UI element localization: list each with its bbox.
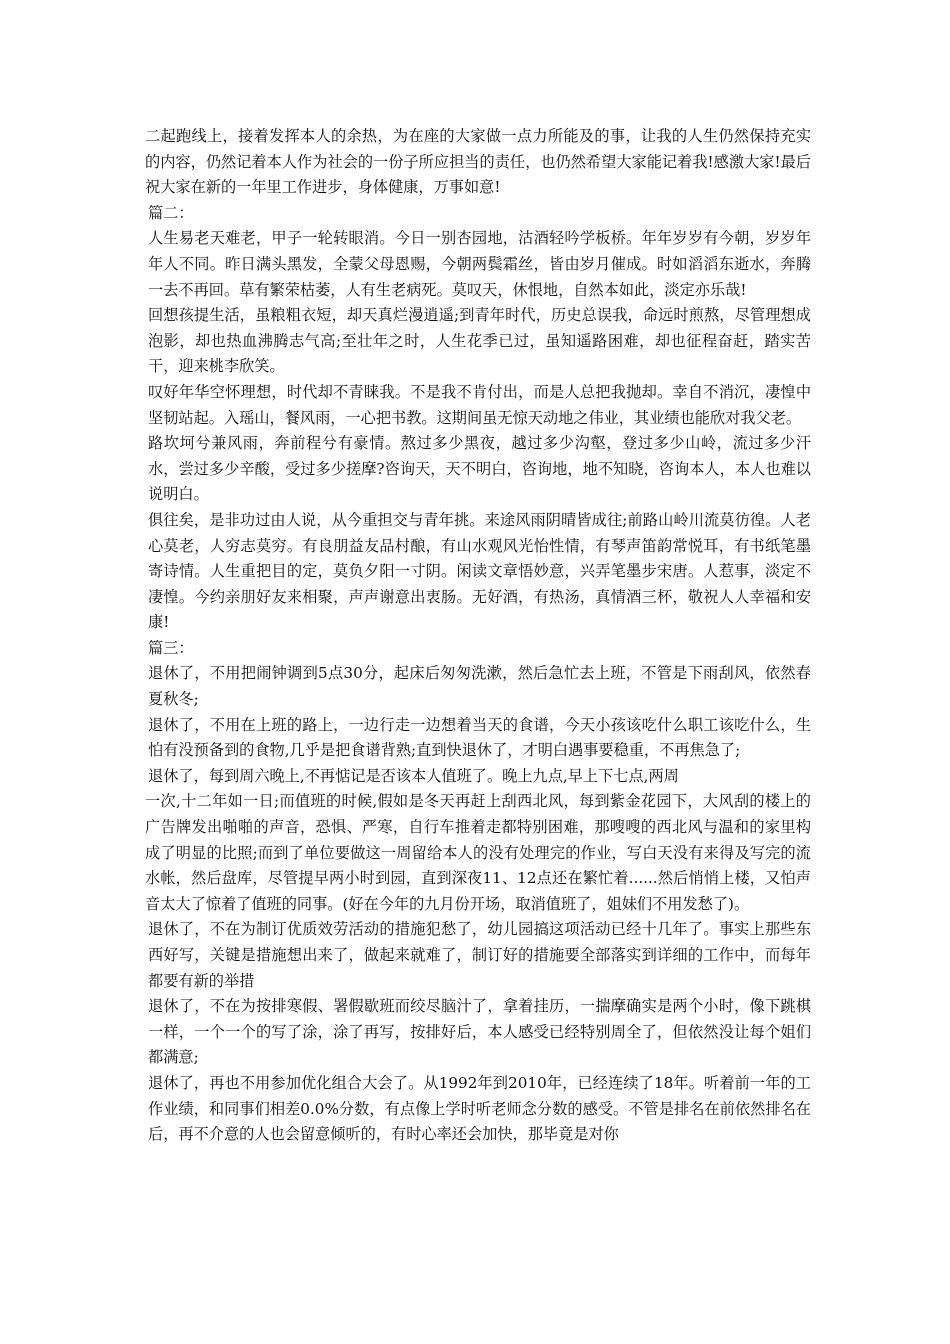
paragraph: 俱往矣，是非功过由人说，从今重担交与青年挑。来途风雨阴晴皆成往;前路山岭川流莫彷徨。人老心莫老，人穷志莫穷。有良朋益友品村酿，有山水观风光怡性情，有琴声笛韵常悦耳，有书纸笔墨寄诗情。人生重把目的定，莫负夕阳一寸阴。闲读文章悟妙意，兴弄笔墨步宋唐。人惹事，淡定不凄惶。今约亲朋好友来相聚，声声谢意出衷肠。无好酒，有热汤，真情酒三杯，敬祝人人幸福和安康! [148,510,811,632]
document-page [145,124,811,1148]
paragraph: 退休了，不用把闹钟调到5点30分，起床后匆匆洗漱，然后急忙去上班，不管是下雨刮风，依然春夏秋冬; [148,664,811,709]
paragraph: 退休了，不在为按排寒假、署假歇班而绞尽脑汁了，拿着挂历，一揣摩确实是两个小时，像下跳棋一样，一个一个的写了涂，涂了再写，按排好后，本人感受已经特别周全了，但依然没让每个姐们都满意; [148,997,811,1067]
section-heading: 篇二： [148,203,194,222]
paragraph: 叹好年华空怀理想，时代却不青睐我。不是我不肯付出，而是人总把我抛却。幸自不消沉，凄惶中坚韧站起。入瑶山，餐风雨，一心把书教。这期间虽无惊天动地之伟业，其业绩也能欣对我父老。 [148,382,811,427]
paragraph: 人生易老天难老，甲子一轮转眼消。今日一别杏园地，沽酒轻吟学板桥。年年岁岁有今朝，岁岁年年人不同。昨日满头黑发，全蒙父母恩赐，今朝两鬓霜丝，皆由岁月催成。时如滔滔东逝水，奔腾一去不再回。草有繁荣枯萎，人有生老病死。莫叹天，休恨地，自然本如此，淡定亦乐哉! [148,229,811,299]
paragraph: 一次,十二年如一日;而值班的时候,假如是冬天再赶上刮西北风，每到紫金花园下，大风刮的楼上的广告牌发出啪啪的声音，恐惧、严寒，自行车推着走都特别困难，那嗖嗖的西北风与温和的家里构成了明显的比照;而到了单位要做这一周留给本人的没有处理完的作业，写白天没有来得及写完的流水帐，然后盘库，尽管提早两小时到园，直到深夜11、12点还在繁忙着......然后悄悄上楼，又怕声音太大了惊着了值班的同事。(好在今年的九月份开场，取消值班了，姐妹们不用发愁了)。 [145,792,811,913]
paragraph: 回想孩提生活，虽粮粗衣短，却天真烂漫逍遥;到青年时代，历史总误我，命远时煎熬，尽管理想成泡影，却也热血沸腾志气高;至壮年之时，人生花季已过，虽知遥路困难，却也征程奋赶，踏实苦干，迎来桃李欣笑。 [148,306,811,376]
paragraph: 退休了，每到周六晚上,不再惦记是否该本人值班了。晚上九点,早上下七点,两周 [148,766,679,785]
paragraph: 二起跑线上，接着发挥本人的余热，为在座的大家做一点力所能及的事，让我的人生仍然保持充实的内容，仍然记着本人作为社会的一份子所应担当的责任，也仍然希望大家能记着我!感激大家!最后祝大家在新的一年里工作进步，身体健康，万事如意! [145,127,811,197]
paragraph: 退休了，不在为制订优质效劳活动的措施犯愁了，幼儿园搞这项活动已经十几年了。事实上那些东西好写，关键是措施想出来了，做起来就难了，制订好的措施要全部落实到详细的工作中，而每年都要有新的举措 [148,920,811,990]
paragraph: 退休了，再也不用参加优化组合大会了。从1992年到2010年，已经连续了18年。听着前一年的工作业绩，和同事们相差0.0%分数，有点像上学时听老师念分数的感受。不管是排名在前依然排名在后，再不介意的人也会留意倾听的，有时心率还会加快，那毕竟是对你 [148,1073,811,1144]
paragraph: 退休了，不用在上班的路上，一边行走一边想着当天的食谱，今天小孩该吃什么职工该吃什么，生怕有没预备到的食物,几乎是把食谱背熟;直到快退休了，才明白遇事要稳重，不再焦急了; [148,715,811,760]
section-heading: 篇三： [148,638,194,657]
paragraph: 路坎坷兮兼风雨，奔前程兮有豪情。熬过多少黑夜，越过多少沟壑，登过多少山岭，流过多少汗水，尝过多少辛酸，受过多少搓摩?咨询天，天不明白，咨询地，地不知晓，咨询本人，本人也难以说明白。 [148,434,811,504]
